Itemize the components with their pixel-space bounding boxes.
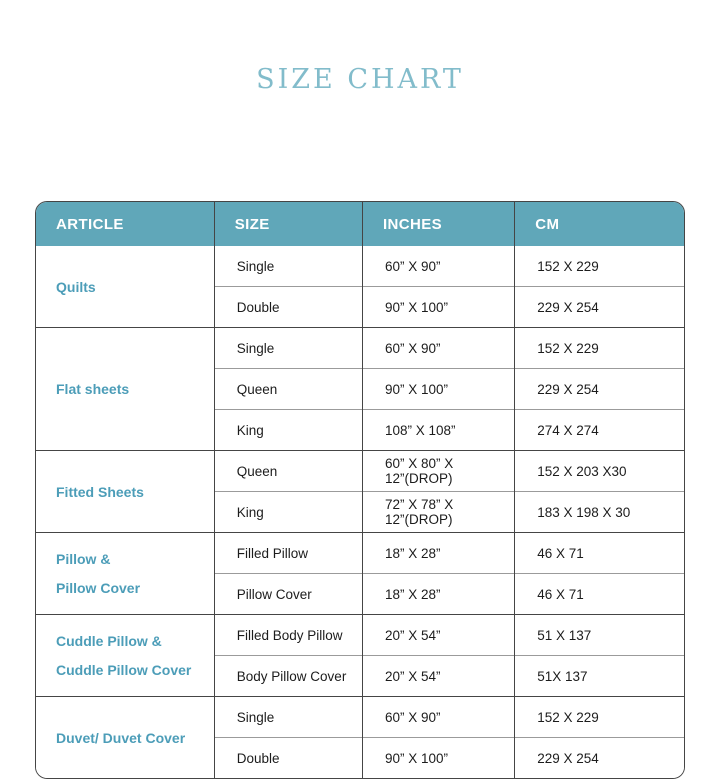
size-chart-table [36,202,684,778]
cm-cell: 51X 137 [515,656,684,697]
size-cell: Single [214,246,362,287]
header-inches: INCHES [362,202,514,246]
table-row [36,246,684,287]
size-cell: Double [214,287,362,328]
table-row [36,615,684,656]
cm-cell: 46 X 71 [515,533,684,574]
size-cell: Filled Pillow [214,533,362,574]
size-chart-table-container [35,201,685,779]
size-cell: Queen [214,369,362,410]
article-cell [36,451,214,533]
article-label: Cuddle Pillow & [56,633,162,649]
cm-cell: 152 X 203 X30 [515,451,684,492]
cm-cell: 274 X 274 [515,410,684,451]
inches-cell: 60” X 90” [362,328,514,369]
inches-cell: 20” X 54” [362,615,514,656]
inches-cell: 90” X 100” [362,369,514,410]
header-size: SIZE [214,202,362,246]
article-cell [36,328,214,451]
table-row [36,697,684,738]
page-title: SIZE CHART [256,64,464,95]
inches-cell: 60” X 90” [362,697,514,738]
inches-cell: 72” X 78” X 12”(DROP) [362,492,514,533]
table-header-row [36,202,684,246]
cm-cell: 183 X 198 X 30 [515,492,684,533]
size-cell: Filled Body Pillow [214,615,362,656]
header-article: ARTICLE [36,202,214,246]
size-cell: Double [214,738,362,779]
article-label: Quilts [56,278,96,295]
size-cell: Single [214,697,362,738]
article-cell [36,533,214,615]
article-label: Pillow Cover [56,580,141,596]
article-cell [36,246,214,328]
size-cell: King [214,410,362,451]
header-cm: CM [515,202,684,246]
inches-cell: 90” X 100” [362,287,514,328]
inches-cell: 60” X 90” [362,246,514,287]
inches-cell: 60” X 80” X 12”(DROP) [362,451,514,492]
table-row [36,451,684,492]
cm-cell: 46 X 71 [515,574,684,615]
inches-cell: 90” X 100” [362,738,514,779]
cm-cell: 152 X 229 [515,246,684,287]
article-cell [36,615,214,697]
article-label: Fitted Sheets [56,483,144,500]
size-cell: Single [214,328,362,369]
article-label: Flat sheets [56,381,130,397]
inches-cell: 20” X 54” [362,656,514,697]
size-cell: Queen [214,451,362,492]
cm-cell: 152 X 229 [515,697,684,738]
cm-cell: 152 X 229 [515,328,684,369]
inches-cell: 18” X 28” [362,533,514,574]
table-row [36,328,684,369]
inches-cell: 18” X 28” [362,574,514,615]
cm-cell: 229 X 254 [515,287,684,328]
inches-cell: 108” X 108” [362,410,514,451]
size-cell: Body Pillow Cover [214,656,362,697]
article-label: Pillow & [56,551,111,567]
article-cell [36,697,214,779]
size-chart-page [0,64,720,766]
size-cell: Pillow Cover [214,574,362,615]
cm-cell: 229 X 254 [515,369,684,410]
size-cell: King [214,492,362,533]
cm-cell: 51 X 137 [515,615,684,656]
article-label: Duvet/ Duvet Cover [56,729,186,746]
cm-cell: 229 X 254 [515,738,684,779]
table-row [36,533,684,574]
article-label: Cuddle Pillow Cover [56,662,192,678]
